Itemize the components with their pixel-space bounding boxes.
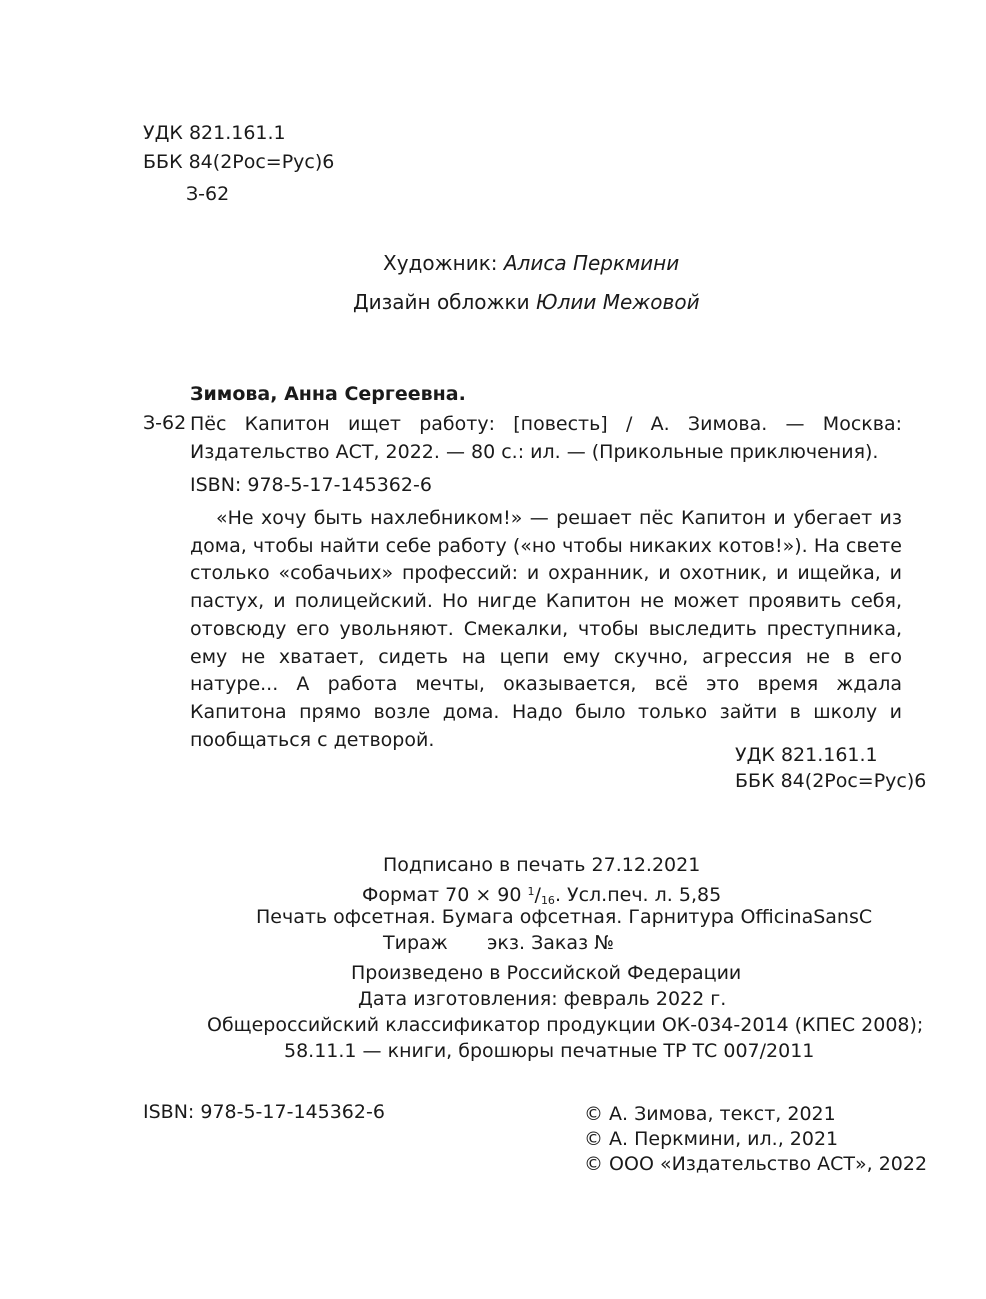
print-info: Печать офсетная. Бумага офсетная. Гарнитура OfficinaSansC <box>256 906 873 928</box>
format-slash: / <box>534 884 541 906</box>
cover-design-credit <box>353 289 700 316</box>
tirazh-label: Тираж <box>383 932 448 954</box>
format-numerator: 1 <box>527 885 535 898</box>
signed-to-print: Подписано в печать 27.12.2021 <box>383 854 701 876</box>
bib-author: Зимова, Анна Сергеевна. <box>190 383 466 405</box>
cover-designer-name: Юлии Межовой <box>536 290 700 314</box>
artist-credit <box>383 250 679 277</box>
bbk-code-top: ББК 84(2Рос=Рус)6 <box>143 151 335 173</box>
bbk-code-bottom: ББК 84(2Рос=Рус)6 <box>735 770 927 792</box>
copyright-illustrator: © А. Перкмини, ил., 2021 <box>584 1128 839 1150</box>
format-suffix: . Усл.печ. л. 5,85 <box>554 884 722 906</box>
footer-isbn: ISBN: 978-5-17-145362-6 <box>143 1101 385 1123</box>
order-label: экз. Заказ № <box>487 932 614 954</box>
cover-label: Дизайн обложки <box>353 290 530 314</box>
made-in-russia: Произведено в Российской Федерации <box>351 962 742 984</box>
author-mark-top: З-62 <box>186 183 230 205</box>
bib-description: Пёс Капитон ищет работу: [повесть] / А. Зимова. — Москва: Издательство АСТ, 2022. — 80 с.: ил. — (Прикольные приключения). <box>190 413 902 463</box>
format-denominator: 16 <box>540 894 555 907</box>
copyright-author: © А. Зимова, текст, 2021 <box>584 1103 836 1125</box>
product-classifier: Общероссийский классификатор продукции ОК-034-2014 (КПЕС 2008); <box>207 1014 924 1036</box>
annotation-text: «Не хочу быть нахлебником!» — решает пёс Капитон и убегает из дома, чтобы найти себе работу («но чтобы никаких котов!»). На свете столько «собачьих» профессий: и охранник, и охотник, и ищейка, и пастух, и полицейский. Но нигде Капитон не может проявить себя, отовсюду его увольняют. Смекалки, чтобы выследить преступника, ему не хватает, сидеть на цепи ему скучно, агрессия не в его натуре... А работа мечты, оказывается, всё это время ждала Капитона прямо возле дома. Надо было только зайти в школу и пообщаться с детворой. <box>190 507 902 751</box>
udk-code-bottom: УДК 821.161.1 <box>735 744 878 766</box>
copyright-publisher: © ООО «Издательство АСТ», 2022 <box>584 1153 928 1175</box>
udk-code-top: УДК 821.161.1 <box>143 122 286 144</box>
format-prefix: Формат 70 × 90 <box>362 884 522 906</box>
annotation <box>190 505 902 754</box>
bib-author-mark: З-62 <box>143 412 187 434</box>
product-code: 58.11.1 — книги, брошюры печатные ТР ТС 007/2011 <box>284 1040 815 1062</box>
bib-isbn: ISBN: 978-5-17-145362-6 <box>190 474 432 496</box>
artist-name: Алиса Перкмини <box>503 251 680 275</box>
artist-label: Художник: <box>383 251 498 275</box>
manufacture-date: Дата изготовления: февраль 2022 г. <box>358 988 727 1010</box>
